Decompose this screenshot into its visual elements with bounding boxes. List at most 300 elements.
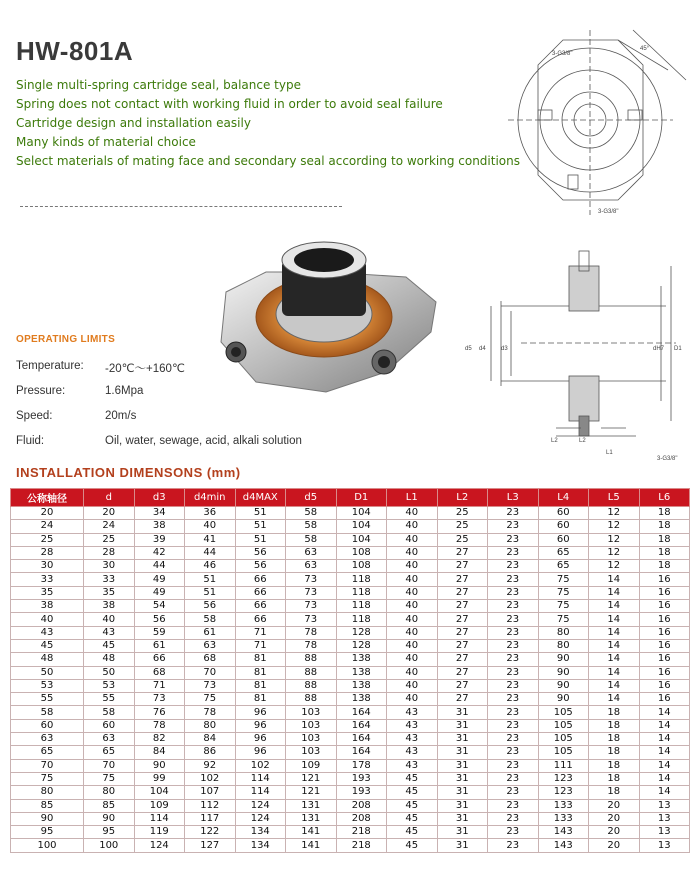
table-row (11, 613, 690, 626)
table-cell: 40 (387, 573, 438, 586)
table-cell: 58 (185, 613, 236, 626)
table-cell: 60 (11, 719, 84, 732)
table-cell: 92 (185, 759, 236, 772)
table-cell: 23 (488, 507, 539, 520)
table-cell: 90 (538, 679, 589, 692)
table-cell: 45 (387, 826, 438, 839)
table-cell: 66 (235, 600, 286, 613)
table-cell: 105 (538, 746, 589, 759)
operating-limits-heading: OPERATING LIMITS (16, 334, 116, 345)
table-cell: 23 (488, 733, 539, 746)
product-title: HW-801A (16, 36, 134, 66)
table-row (11, 653, 690, 666)
table-cell: 107 (185, 786, 236, 799)
table-cell: 49 (134, 573, 185, 586)
table-cell: 40 (185, 520, 236, 533)
table-row (11, 666, 690, 679)
table-cell: 40 (84, 613, 135, 626)
table-cell: 40 (387, 666, 438, 679)
table-row (11, 706, 690, 719)
table-cell: 65 (538, 560, 589, 573)
table-cell: 14 (589, 600, 640, 613)
table-cell: 164 (336, 733, 387, 746)
table-cell: 23 (488, 693, 539, 706)
table-cell: 18 (589, 772, 640, 785)
table-cell: 58 (84, 706, 135, 719)
table-cell: 73 (286, 613, 337, 626)
table-cell: 40 (387, 693, 438, 706)
table-row (11, 759, 690, 772)
table-cell: 85 (84, 799, 135, 812)
table-cell: 27 (437, 679, 488, 692)
table-cell: 193 (336, 772, 387, 785)
table-cell: 14 (589, 586, 640, 599)
table-cell: 31 (437, 772, 488, 785)
column-header: L1 (387, 489, 438, 507)
table-cell: 102 (235, 759, 286, 772)
feature-list (16, 76, 520, 171)
table-cell: 27 (437, 613, 488, 626)
table-cell: 103 (286, 733, 337, 746)
table-cell: 51 (235, 507, 286, 520)
table-cell: 108 (336, 560, 387, 573)
table-row (11, 746, 690, 759)
table-cell: 81 (235, 653, 286, 666)
table-cell: 54 (134, 600, 185, 613)
table-cell: 23 (488, 799, 539, 812)
table-cell: 70 (84, 759, 135, 772)
table-cell: 60 (84, 719, 135, 732)
table-cell: 141 (286, 839, 337, 852)
table-cell: 143 (538, 826, 589, 839)
table-cell: 23 (488, 586, 539, 599)
table-cell: 100 (84, 839, 135, 852)
table-cell: 23 (488, 839, 539, 852)
table-cell: 18 (589, 759, 640, 772)
table-cell: 73 (185, 679, 236, 692)
seal-section-drawing (461, 246, 691, 466)
table-cell: 16 (639, 666, 690, 679)
table-cell: 43 (387, 706, 438, 719)
table-cell: 96 (235, 746, 286, 759)
table-cell: 71 (134, 679, 185, 692)
table-cell: 28 (11, 546, 84, 559)
table-cell: 14 (589, 653, 640, 666)
table-cell: 13 (639, 826, 690, 839)
table-cell: 104 (336, 520, 387, 533)
table-cell: 66 (134, 653, 185, 666)
table-cell: 71 (235, 639, 286, 652)
table-cell: 75 (84, 772, 135, 785)
table-cell: 138 (336, 653, 387, 666)
table-cell: 90 (538, 653, 589, 666)
operating-value: Oil, water, sewage, acid, alkali solution (105, 435, 302, 447)
table-cell: 114 (235, 772, 286, 785)
table-cell: 58 (286, 507, 337, 520)
table-cell: 73 (134, 693, 185, 706)
table-cell: 27 (437, 639, 488, 652)
table-cell: 105 (538, 719, 589, 732)
table-cell: 86 (185, 746, 236, 759)
column-header: D1 (336, 489, 387, 507)
table-cell: 65 (538, 546, 589, 559)
table-cell: 43 (11, 626, 84, 639)
table-cell: 16 (639, 653, 690, 666)
table-cell: 14 (639, 746, 690, 759)
table-cell: 23 (488, 786, 539, 799)
table-cell: 38 (11, 600, 84, 613)
table-cell: 80 (538, 639, 589, 652)
section-divider (20, 206, 342, 207)
table-row (11, 626, 690, 639)
table-cell: 18 (639, 533, 690, 546)
table-cell: 143 (538, 839, 589, 852)
table-cell: 23 (488, 573, 539, 586)
table-cell: 23 (488, 613, 539, 626)
table-cell: 88 (286, 653, 337, 666)
feature-item: Single multi-spring cartridge seal, balance type (16, 78, 301, 92)
table-cell: 45 (387, 786, 438, 799)
table-cell: 60 (538, 507, 589, 520)
table-cell: 65 (11, 746, 84, 759)
table-cell: 51 (185, 586, 236, 599)
table-cell: 13 (639, 839, 690, 852)
table-cell: 40 (387, 520, 438, 533)
table-cell: 18 (589, 706, 640, 719)
table-cell: 73 (286, 600, 337, 613)
table-cell: 138 (336, 693, 387, 706)
table-cell: 16 (639, 679, 690, 692)
table-cell: 14 (639, 719, 690, 732)
table-row (11, 507, 690, 520)
column-header: L5 (589, 489, 640, 507)
table-cell: 138 (336, 679, 387, 692)
table-cell: 23 (488, 546, 539, 559)
table-cell: 53 (84, 679, 135, 692)
table-cell: 24 (84, 520, 135, 533)
table-cell: 82 (134, 733, 185, 746)
column-header: d4MAX (235, 489, 286, 507)
table-cell: 31 (437, 759, 488, 772)
table-cell: 20 (589, 812, 640, 825)
table-cell: 60 (538, 533, 589, 546)
table-cell: 43 (387, 719, 438, 732)
column-header: d (84, 489, 135, 507)
table-cell: 23 (488, 560, 539, 573)
table-cell: 43 (84, 626, 135, 639)
table-cell: 40 (387, 613, 438, 626)
table-cell: 20 (589, 826, 640, 839)
table-cell: 40 (387, 639, 438, 652)
feature-item: Spring does not contact with working fluid in order to avoid seal failure (16, 97, 443, 111)
table-cell: 12 (589, 546, 640, 559)
table-cell: 46 (185, 560, 236, 573)
table-cell: 109 (134, 799, 185, 812)
table-cell: 34 (134, 507, 185, 520)
table-cell: 134 (235, 826, 286, 839)
operating-label: Temperature: (16, 360, 84, 372)
table-cell: 43 (387, 733, 438, 746)
table-cell: 40 (387, 626, 438, 639)
table-cell: 118 (336, 613, 387, 626)
table-cell: 25 (11, 533, 84, 546)
table-cell: 55 (84, 693, 135, 706)
table-cell: 40 (387, 600, 438, 613)
table-row (11, 772, 690, 785)
table-cell: 20 (11, 507, 84, 520)
table-cell: 56 (185, 600, 236, 613)
table-cell: 121 (286, 772, 337, 785)
table-cell: 45 (84, 639, 135, 652)
column-header: L2 (437, 489, 488, 507)
table-cell: 39 (134, 533, 185, 546)
table-cell: 23 (488, 600, 539, 613)
column-header: L6 (639, 489, 690, 507)
table-cell: 14 (589, 693, 640, 706)
installation-title: INSTALLATION DIMENSONS (mm) (16, 465, 241, 480)
table-cell: 18 (589, 719, 640, 732)
table-cell: 18 (639, 546, 690, 559)
table-cell: 31 (437, 799, 488, 812)
table-cell: 75 (538, 600, 589, 613)
table-cell: 16 (639, 626, 690, 639)
table-cell: 14 (589, 679, 640, 692)
table-cell: 40 (387, 679, 438, 692)
table-cell: 88 (286, 693, 337, 706)
table-cell: 105 (538, 733, 589, 746)
table-cell: 117 (185, 812, 236, 825)
table-cell: 56 (235, 546, 286, 559)
table-cell: 66 (235, 573, 286, 586)
dim-label: L2 (551, 438, 558, 444)
table-cell: 95 (84, 826, 135, 839)
table-cell: 38 (84, 600, 135, 613)
table-cell: 65 (84, 746, 135, 759)
table-cell: 118 (336, 600, 387, 613)
table-cell: 193 (336, 786, 387, 799)
table-cell: 66 (235, 586, 286, 599)
table-cell: 121 (286, 786, 337, 799)
table-cell: 27 (437, 600, 488, 613)
table-cell: 128 (336, 626, 387, 639)
table-cell: 16 (639, 573, 690, 586)
table-cell: 114 (134, 812, 185, 825)
table-cell: 40 (387, 533, 438, 546)
table-cell: 43 (387, 746, 438, 759)
table-cell: 14 (589, 573, 640, 586)
table-cell: 14 (589, 626, 640, 639)
table-cell: 23 (488, 653, 539, 666)
table-cell: 16 (639, 639, 690, 652)
table-cell: 133 (538, 799, 589, 812)
table-cell: 23 (488, 746, 539, 759)
table-cell: 50 (11, 666, 84, 679)
table-cell: 33 (11, 573, 84, 586)
table-cell: 20 (84, 507, 135, 520)
table-cell: 13 (639, 812, 690, 825)
table-cell: 45 (387, 812, 438, 825)
table-cell: 43 (387, 759, 438, 772)
table-row (11, 546, 690, 559)
table-row (11, 679, 690, 692)
table-cell: 14 (589, 666, 640, 679)
table-cell: 80 (538, 626, 589, 639)
table-cell: 218 (336, 839, 387, 852)
table-cell: 123 (538, 786, 589, 799)
table-row (11, 573, 690, 586)
dim-label: dH7 (653, 346, 665, 352)
table-cell: 218 (336, 826, 387, 839)
seal-product-photo (206, 232, 446, 402)
table-cell: 16 (639, 600, 690, 613)
column-header: L3 (488, 489, 539, 507)
table-cell: 30 (84, 560, 135, 573)
table-cell: 23 (488, 533, 539, 546)
table-cell: 90 (84, 812, 135, 825)
table-row (11, 733, 690, 746)
table-cell: 70 (11, 759, 84, 772)
table-cell: 40 (11, 613, 84, 626)
table-cell: 127 (185, 839, 236, 852)
table-cell: 31 (437, 839, 488, 852)
table-row (11, 826, 690, 839)
feature-item: Cartridge design and installation easily (16, 116, 251, 130)
table-cell: 84 (185, 733, 236, 746)
table-cell: 141 (286, 826, 337, 839)
table-cell: 124 (235, 799, 286, 812)
table-cell: 51 (185, 573, 236, 586)
table-cell: 90 (538, 693, 589, 706)
table-cell: 104 (134, 786, 185, 799)
table-cell: 208 (336, 812, 387, 825)
table-cell: 31 (437, 826, 488, 839)
table-cell: 88 (286, 666, 337, 679)
table-cell: 75 (185, 693, 236, 706)
table-cell: 119 (134, 826, 185, 839)
table-cell: 75 (538, 586, 589, 599)
table-cell: 90 (11, 812, 84, 825)
table-cell: 23 (488, 812, 539, 825)
table-row (11, 533, 690, 546)
table-cell: 81 (235, 693, 286, 706)
table-cell: 49 (134, 586, 185, 599)
table-cell: 96 (235, 733, 286, 746)
table-cell: 45 (387, 772, 438, 785)
table-cell: 23 (488, 626, 539, 639)
table-row (11, 786, 690, 799)
table-cell: 63 (185, 639, 236, 652)
table-cell: 13 (639, 799, 690, 812)
table-cell: 104 (336, 533, 387, 546)
table-cell: 103 (286, 706, 337, 719)
table-cell: 12 (589, 560, 640, 573)
table-cell: 76 (134, 706, 185, 719)
table-cell: 24 (11, 520, 84, 533)
table-cell: 63 (84, 733, 135, 746)
table-cell: 102 (185, 772, 236, 785)
table-cell: 23 (488, 719, 539, 732)
table-cell: 73 (286, 586, 337, 599)
table-cell: 33 (84, 573, 135, 586)
table-cell: 23 (488, 666, 539, 679)
table-cell: 90 (134, 759, 185, 772)
column-header: d3 (134, 489, 185, 507)
table-cell: 122 (185, 826, 236, 839)
table-cell: 178 (336, 759, 387, 772)
table-cell: 36 (185, 507, 236, 520)
table-cell: 96 (235, 706, 286, 719)
table-cell: 104 (336, 507, 387, 520)
table-cell: 28 (84, 546, 135, 559)
port-label: 3-G3/8" (598, 209, 619, 215)
table-row (11, 719, 690, 732)
table-cell: 30 (11, 560, 84, 573)
table-cell: 41 (185, 533, 236, 546)
dim-label: d5 (465, 346, 472, 352)
table-cell: 99 (134, 772, 185, 785)
table-cell: 56 (134, 613, 185, 626)
table-cell: 14 (639, 786, 690, 799)
table-row (11, 560, 690, 573)
operating-label: Fluid: (16, 435, 45, 447)
table-cell: 18 (639, 507, 690, 520)
table-row (11, 600, 690, 613)
installation-dimensions-table (10, 488, 690, 853)
table-cell: 78 (185, 706, 236, 719)
table-cell: 18 (639, 520, 690, 533)
table-cell: 100 (11, 839, 84, 852)
table-cell: 164 (336, 706, 387, 719)
column-header: 公称轴径 (11, 489, 84, 507)
table-cell: 35 (11, 586, 84, 599)
table-cell: 53 (11, 679, 84, 692)
table-cell: 58 (286, 533, 337, 546)
table-cell: 55 (11, 693, 84, 706)
table-cell: 81 (235, 666, 286, 679)
table-cell: 78 (286, 626, 337, 639)
operating-value: -20℃～+160℃ (105, 363, 185, 375)
table-cell: 31 (437, 812, 488, 825)
table-cell: 81 (235, 679, 286, 692)
table-cell: 50 (84, 666, 135, 679)
port-label: 3-G3/8" (552, 51, 573, 57)
table-cell: 123 (538, 772, 589, 785)
table-cell: 75 (538, 573, 589, 586)
table-cell: 45 (11, 639, 84, 652)
table-cell: 40 (387, 586, 438, 599)
column-header: L4 (538, 489, 589, 507)
table-cell: 63 (286, 546, 337, 559)
table-cell: 103 (286, 719, 337, 732)
port-label: 3-G3/8" (657, 456, 678, 462)
table-cell: 18 (589, 746, 640, 759)
table-cell: 18 (639, 560, 690, 573)
column-header: d4min (185, 489, 236, 507)
table-cell: 23 (488, 772, 539, 785)
table-cell: 80 (84, 786, 135, 799)
table-cell: 58 (11, 706, 84, 719)
table-cell: 124 (134, 839, 185, 852)
table-cell: 118 (336, 586, 387, 599)
table-cell: 12 (589, 507, 640, 520)
table-cell: 18 (589, 733, 640, 746)
table-cell: 78 (134, 719, 185, 732)
table-cell: 56 (235, 560, 286, 573)
table-cell: 128 (336, 639, 387, 652)
angle-label: 45° (640, 46, 650, 52)
table-cell: 51 (235, 520, 286, 533)
table-cell: 118 (336, 573, 387, 586)
